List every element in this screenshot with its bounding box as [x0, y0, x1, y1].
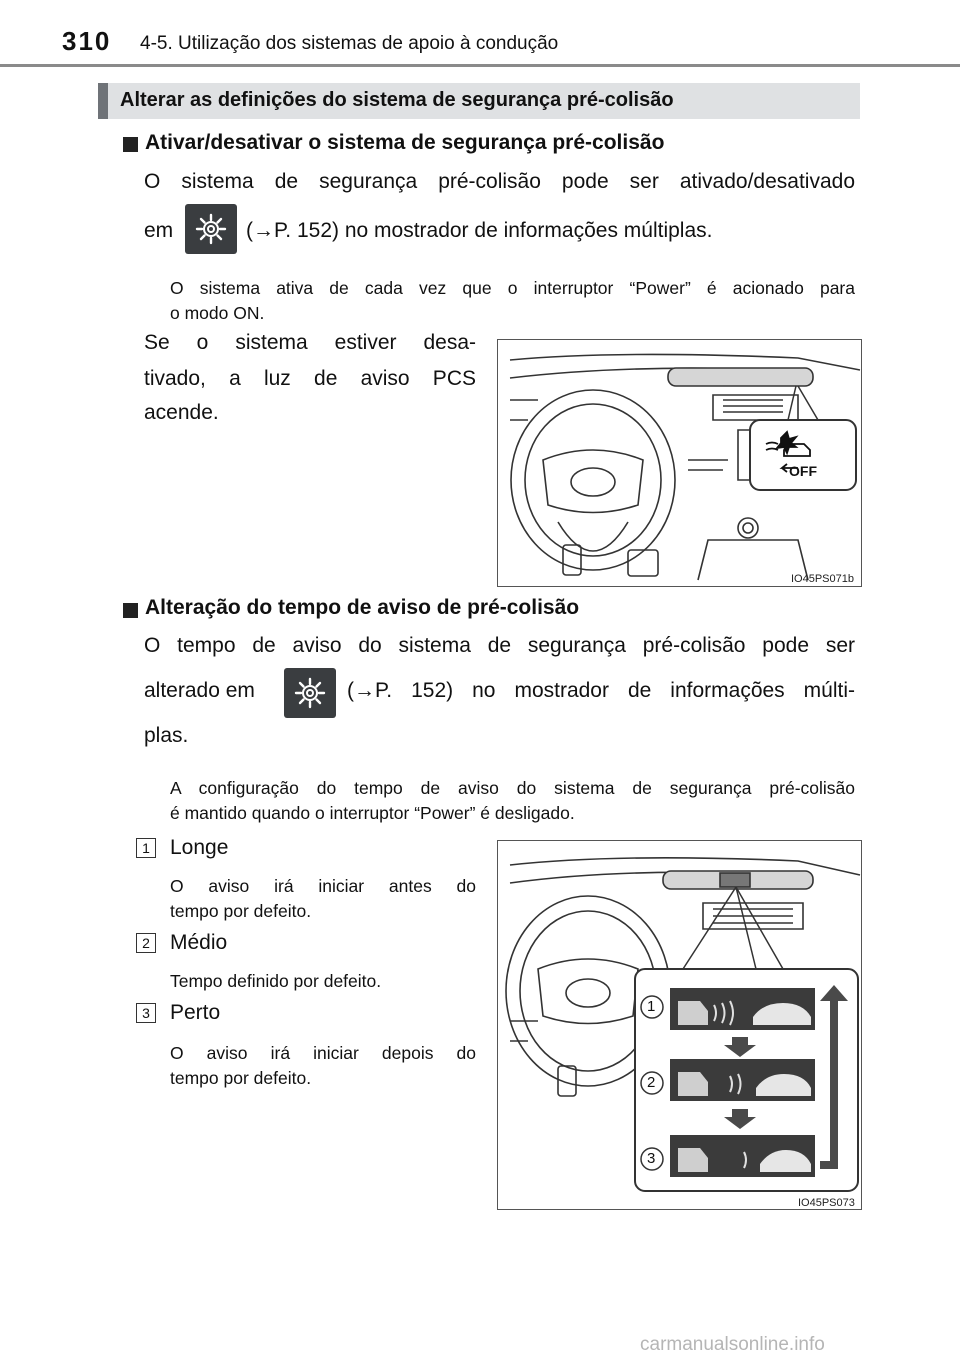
- item-label-perto: Perto: [170, 1001, 221, 1024]
- figure-code-2: IO45PS073: [798, 1197, 855, 1209]
- heading-warning-timing: Alteração do tempo de aviso de pré-colisão: [145, 596, 580, 619]
- item-desc-medio-1: Tempo definido por defeito.: [170, 971, 382, 991]
- paragraph-toggle-line1: O sistema de segurança pré-colisão pode ser ativado/desativado: [144, 170, 855, 193]
- callout-3: 3: [647, 1150, 656, 1167]
- site-watermark: carmanualsonline.info: [640, 1334, 825, 1355]
- item-desc-perto-1: O aviso irá iniciar depois do: [170, 1043, 476, 1063]
- timing-level-panels: [670, 988, 815, 1177]
- pcs-off-label: OFF: [789, 463, 817, 479]
- heading-bullet-2: [123, 603, 138, 618]
- chapter-title: 4-5. Utilização dos sistemas de apoio à condução: [140, 33, 559, 54]
- paragraph-timing-line2-end: (→P. 152) no mostrador de informações múlti-: [347, 679, 855, 702]
- dashboard-figure-pcs-off: [497, 339, 862, 587]
- item-desc-longe-1: O aviso irá iniciar antes do: [170, 876, 476, 896]
- paragraph-toggle-line2-end: (→P. 152) no mostrador de informações múltiplas.: [246, 219, 713, 242]
- item-desc-longe-2: tempo por defeito.: [170, 901, 312, 921]
- timing-illustration: [498, 841, 862, 1210]
- callout-1: 1: [647, 998, 656, 1015]
- header-divider: [0, 64, 960, 67]
- settings-gear-icon: [185, 204, 237, 254]
- item-number-3: 3: [136, 1003, 156, 1023]
- section-title: Alterar as definições do sistema de segurança pré-colisão: [120, 89, 674, 111]
- side-text-line3: acende.: [144, 401, 219, 424]
- page-number: 310: [62, 26, 112, 56]
- settings-gear-icon: [284, 668, 336, 718]
- note-line1: O sistema ativa de cada vez que o interruptor “Power” é acionado para: [170, 278, 855, 298]
- item-desc-perto-2: tempo por defeito.: [170, 1068, 312, 1088]
- item-number-1: 1: [136, 838, 156, 858]
- timing-note-line2: é mantido quando o interruptor “Power” é desligado.: [170, 803, 575, 823]
- item-label-medio: Médio: [170, 931, 228, 954]
- item-number-2: 2: [136, 933, 156, 953]
- pcs-indicator-callout: [750, 420, 856, 490]
- paragraph-timing-line3: plas.: [144, 724, 189, 747]
- note-line2: o modo ON.: [170, 303, 265, 323]
- side-text-line1: Se o sistema estiver desa-: [144, 331, 476, 354]
- heading-toggle-pcs: Ativar/desativar o sistema de segurança pré-colisão: [145, 131, 665, 154]
- item-label-longe: Longe: [170, 836, 229, 859]
- paragraph-toggle-line2-start: em: [144, 219, 174, 242]
- callout-2: 2: [647, 1074, 656, 1091]
- section-title-box: [98, 83, 860, 119]
- timing-note-line1: A configuração do tempo de aviso do sistema de segurança pré-colisão: [170, 778, 855, 798]
- paragraph-timing-line2-start: alterado em: [144, 679, 255, 702]
- paragraph-timing-line1: O tempo de aviso do sistema de segurança pré-colisão pode ser: [144, 634, 855, 657]
- dashboard-figure-warning-timing: [497, 840, 862, 1210]
- figure-code-1: IO45PS071b: [791, 573, 854, 585]
- side-text-line2: tivado, a luz de aviso PCS: [144, 367, 476, 390]
- heading-bullet: [123, 137, 138, 152]
